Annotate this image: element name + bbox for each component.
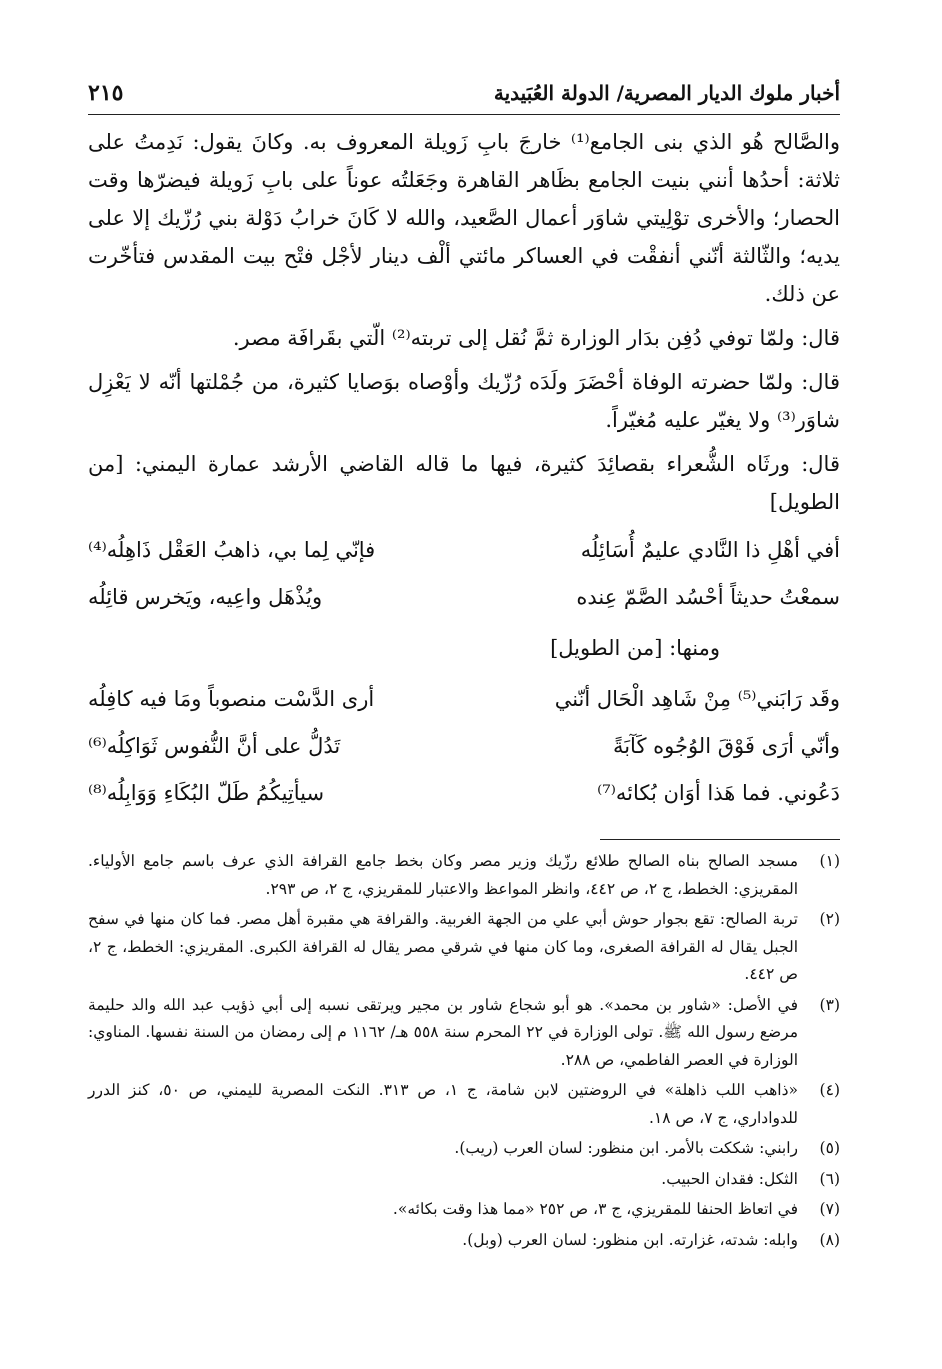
paragraph: والصَّالح هُو الذي بنى الجامع⁽¹⁾ خارجَ بابِ زَويلة المعروف به. وكانَ يقول: نَدِمتُ على ثلاثة: أحدُها أنني بنيت الجامع بظَاهر القاهرة وجَعَلتُه عوناً على بابِ زَويلة فيضرّها وقت الحصار؛ والأخرى توْلِيتي شاوَر أعمال الصَّعيد، والله لا كَانَ خرابُ دَوْلة بني رُزّيك إلا على يديه؛ والثّالثة أنّني أنفقْت في العساكر مائتي ألْف دينار لأجْل فتْح بيت المقدس فتأخّرت عن ذلك.: [88, 130, 840, 306]
footnote-number: (٨): [819, 1230, 840, 1249]
running-title: أخبار ملوك الديار المصرية/ الدولة العُبَيدية: [493, 81, 840, 105]
poem-verse: [88, 676, 840, 723]
poem-block-2: [88, 676, 840, 817]
footnote: [88, 848, 840, 903]
poem-interlude: ومنها: [من الطويل]: [550, 636, 720, 660]
footnote-number: (٣): [819, 995, 840, 1014]
verse-second-hemistich: فإنّي لِما بي، ذاهبُ العَقْل ذَاهِلُه⁽⁴⁾: [88, 538, 376, 562]
footnote-text: الثكل: فقدان الحبيب.: [661, 1169, 798, 1188]
footnote: [88, 1196, 840, 1224]
footnote: [88, 1166, 840, 1194]
verse-first-hemistich: سمعْتُ حديثاً أحْسُد الصَّمّ عِنده: [576, 585, 840, 609]
verse-second-hemistich: أرى الدَّسْت منصوباً ومَا فيه كافِلُه: [88, 687, 375, 711]
verse-first-hemistich: وأنّي أرَى فَوْقَ الوُجُوه كَآبَةً: [612, 734, 840, 758]
footnote-text: في الأصل: «شاور بن محمد». هو أبو شجاع شاور بن مجير ويرتقى نسبه إلى أبي ذؤيب عبد الله والد حليمة مرضع رسول الله ﷺ. تولى الوزارة في ٢٢ المحرم سنة ٥٥٨ هـ/ ١١٦٢ م إلى رمضان من السنة نفسها. المناوي: الوزارة في العصر الفاطمي، ص ٢٨٨.: [88, 995, 799, 1069]
footnote: [88, 1077, 840, 1132]
main-text: [88, 123, 840, 521]
footnote: [88, 1227, 840, 1255]
footnote-number: (١): [819, 852, 840, 870]
footnote-divider: [600, 839, 840, 840]
footnote-text: في اتعاظ الحنفا للمقريزي، ج ٣، ص ٢٥٢ «مما هذا وقت بكائه».: [392, 1200, 798, 1218]
footnote-text: تربة الصالح: تقع بجوار حوش أبي علي من الجهة الغربية. والقرافة هي مقبرة أهل مصر. فما كان منها في سفح الجبل يقال له القرافة الصغرى، وما كان منها في شرقي مصر يقال له القرافة الكبرى. المقريزي: الخطط، ج ٢، ص ٤٤٢.: [88, 910, 799, 983]
verse-second-hemistich: تَدُلُّ على أنَّ النُّفوس ثَوَاكِلُه⁽⁶⁾: [88, 734, 341, 758]
poem-block-1: [88, 527, 840, 621]
verse-second-hemistich: سيأتِيكُمُ طَلّ البُكَاءِ وَوَابِلُه⁽⁸⁾: [88, 781, 325, 805]
paragraph: قال: ولمّا حضرته الوفاة أحْضَرَ ولَدَه رُزّيك وأوْصاه بوَصايا كثيرة، من جُمْلتها أنّه لا يَعْزِل شاوَر⁽³⁾ ولا يغيّر عليه مُغيّراً.: [88, 370, 840, 432]
footnote-number: (٥): [819, 1139, 840, 1157]
paragraph: قال: ورثَاه الشُّعراء بقصائِدَ كثيرة، فيها ما قاله القاضي الأرشد عمارة اليمني: [من الطويل]: [88, 452, 840, 514]
footnote-number: (٧): [819, 1200, 840, 1218]
footnote-number: (٤): [819, 1081, 840, 1099]
book-page: [88, 80, 840, 1257]
poem-verse: [88, 574, 840, 621]
footnote: [88, 1135, 840, 1163]
verse-second-hemistich: ويُذْهَل واعِيه، ويَخرس قائِلُه: [88, 585, 323, 609]
verse-first-hemistich: وقَد رَابَني⁽⁵⁾ مِنْ شَاهِد الْحَال أنّني: [554, 687, 840, 711]
footnote-text: «ذاهب اللب ذاهلة» في الروضتين لابن شامة، ج ١، ص ٣١٣. النكت المصرية لليمني، ص ٥٠، كنز الدرر للدواداري، ج ٧، ص ١٨.: [88, 1081, 798, 1127]
running-header: [88, 80, 840, 115]
poem-verse: [88, 723, 840, 770]
paragraph: قال: ولمّا توفي دُفِن بدَار الوزارة ثمَّ نُقل إلى تربته⁽²⁾ الّتي بقَرافَة مصر.: [232, 326, 840, 350]
footnote: [88, 906, 840, 989]
footnote-number: (٢): [819, 910, 840, 928]
page-number: ٢١٥: [88, 80, 124, 106]
footnote-text: وابله: شدته، غزارته. ابن منظور: لسان العرب (وبل).: [462, 1230, 798, 1249]
footnote-text: رابني: شككت بالأمر. ابن منظور: لسان العرب (ريب).: [454, 1139, 798, 1157]
footnote: [88, 992, 840, 1075]
verse-first-hemistich: دَعُوني. فما هَذا أوَان بُكائه⁽⁷⁾: [597, 781, 840, 805]
footnotes: [88, 848, 840, 1254]
footnote-text: مسجد الصالح بناه الصالح طلائع رزّيك وزير مصر وكان بخط جامع القرافة الذي عرف باسم جامع الأولياء. المقريزي: الخطط، ج ٢، ص ٤٤٢، وانظر المواعظ والاعتبار للمقريزي، ج ٢، ص ٢٩٣.: [88, 852, 798, 898]
footnote-number: (٦): [819, 1169, 840, 1188]
verse-first-hemistich: أفي أهْلِ ذا النَّادي عليمٌ أُسَائِلُه: [580, 538, 840, 562]
poem-verse: [88, 770, 840, 817]
poem-verse: [88, 527, 840, 574]
